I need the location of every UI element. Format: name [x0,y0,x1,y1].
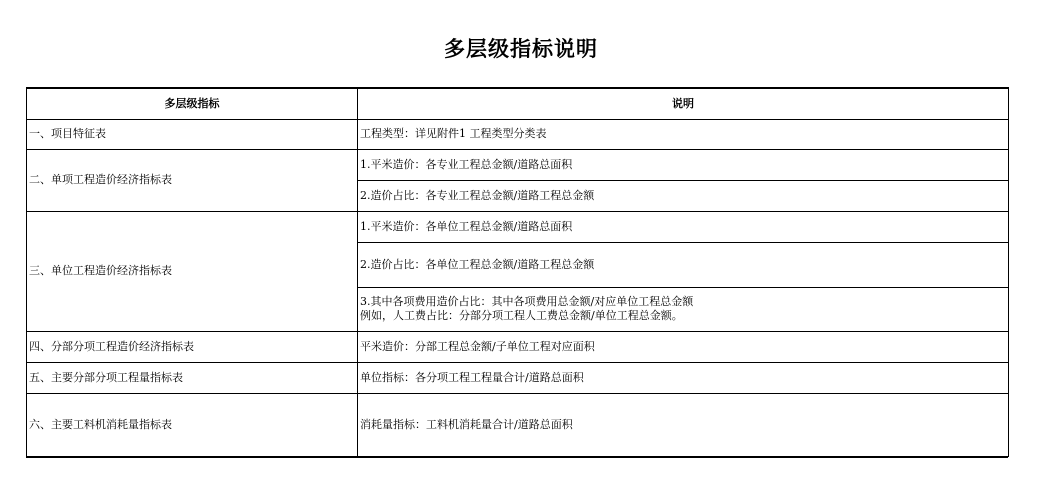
description-cell [358,287,1009,331]
description-line: 2.造价占比：各专业工程总金额/道路工程总金额 [360,188,595,202]
description-line: 工程类型：详见附件1 工程类型分类表 [360,127,547,140]
header-indicator: 多层级指标 [27,88,358,119]
indicator-cell: 三、单位工程造价经济指标表 [27,211,358,331]
indicator-cell: 四、分部分项工程造价经济指标表 [27,331,358,362]
page-title: 多层级指标说明 [444,37,598,61]
table-bottom-border [26,457,1008,458]
description-cell [358,362,1009,393]
table-row [27,211,1009,242]
indicator-cell: 五、主要分部分项工程量指标表 [27,362,358,393]
description-cell [358,331,1009,362]
description-cell [358,149,1009,180]
description-line: 2.造价占比：各单位工程总金额/道路工程总金额 [360,257,595,271]
table-header-row [27,88,1009,119]
header-description: 说明 [358,88,1009,119]
description-line: 1.平米造价：各单位工程总金额/道路总面积 [360,219,573,233]
indicator-cell: 二、单项工程造价经济指标表 [27,149,358,211]
indicator-cell: 六、主要工料机消耗量指标表 [27,393,358,456]
description-cell [358,119,1009,149]
description-cell [358,180,1009,211]
description-cell [358,393,1009,456]
index-table [26,87,1009,457]
description-cell [358,242,1009,287]
description-line: 消耗量指标：工料机消耗量合计/道路总面积 [360,417,573,431]
description-line: 单位指标：各分项工程工程量合计/道路总面积 [360,370,584,384]
table-row [27,119,1009,149]
table-row [27,331,1009,362]
table-row [27,149,1009,180]
description-line: 1.平米造价：各专业工程总金额/道路总面积 [360,157,573,171]
description-line: 3.其中各项费用造价占比：其中各项费用总金额/对应单位工程总金额 [360,295,694,308]
table-row [27,393,1009,456]
description-line: 例如，人工费占比：分部分项工程人工费总金额/单位工程总金额。 [360,309,683,322]
indicator-cell: 一、项目特征表 [27,119,358,149]
table-row [27,362,1009,393]
description-line: 平米造价：分部工程总金额/子单位工程对应面积 [360,339,595,353]
description-cell [358,211,1009,242]
